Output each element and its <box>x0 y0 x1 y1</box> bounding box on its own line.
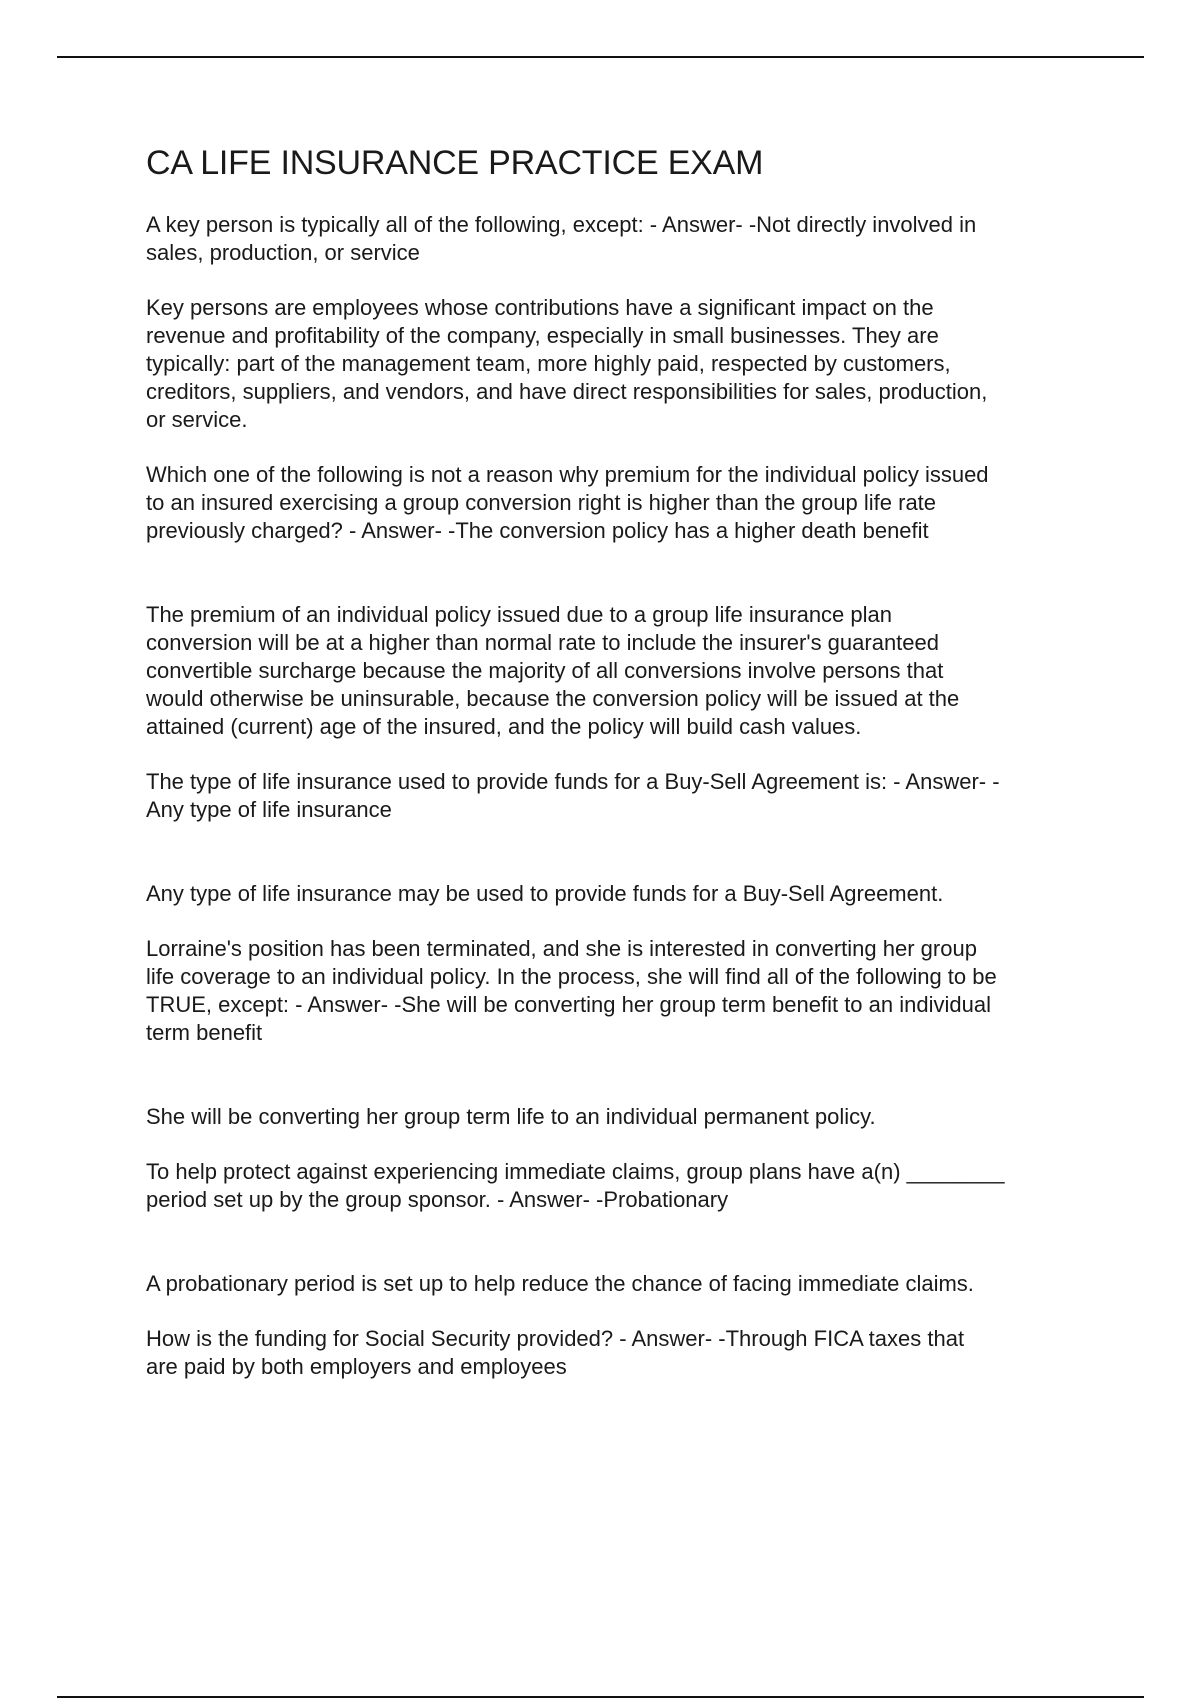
qa-paragraph: The type of life insurance used to provide funds for a Buy-Sell Agreement is: - Answer- - Any type of life insurance <box>146 769 1000 822</box>
bottom-divider <box>57 1696 1144 1698</box>
top-divider <box>57 56 1144 58</box>
explanation-paragraph: She will be converting her group term life to an individual permanent policy. <box>146 1104 876 1129</box>
qa-paragraph: Which one of the following is not a reason why premium for the individual policy issued to an insured exercising a group conversion right is higher than the group life rate previously charged? - Answer- -The conversion policy has a higher death benefit <box>146 462 989 543</box>
document-body <box>146 143 1096 1408</box>
qa-paragraph: To help protect against experiencing immediate claims, group plans have a(n) ________ period set up by the group sponsor. - Answer- -Probationary <box>146 1159 1005 1212</box>
document-title: CA LIFE INSURANCE PRACTICE EXAM <box>146 144 764 182</box>
explanation-paragraph: The premium of an individual policy issued due to a group life insurance plan conversion will be at a higher than normal rate to include the insurer's guaranteed convertible surcharge because the majority of all conversions involve persons that would otherwise be uninsurable, because the conversion policy will be issued at the attained (current) age of the insured, and the policy will build cash values. <box>146 602 960 739</box>
explanation-paragraph: Key persons are employees whose contributions have a significant impact on the revenue and profitability of the company, especially in small businesses. They are typically: part of the management team, more highly paid, respected by customers, creditors, suppliers, and vendors, and have direct responsibilities for sales, production, or service. <box>146 295 988 432</box>
qa-paragraph: How is the funding for Social Security provided? - Answer- -Through FICA taxes that are paid by both employers and employees <box>146 1326 965 1379</box>
explanation-paragraph: A probationary period is set up to help reduce the chance of facing immediate claims. <box>146 1271 974 1296</box>
qa-paragraph: A key person is typically all of the following, except: - Answer- -Not directly involved in sales, production, or service <box>146 212 977 265</box>
qa-paragraph: Lorraine's position has been terminated, and she is interested in converting her group life coverage to an individual policy. In the process, she will find all of the following to be TRUE, except: - Answer- -She will be converting her group term benefit to an individual term benefit <box>146 936 997 1045</box>
explanation-paragraph: Any type of life insurance may be used to provide funds for a Buy-Sell Agreement. <box>146 881 944 906</box>
